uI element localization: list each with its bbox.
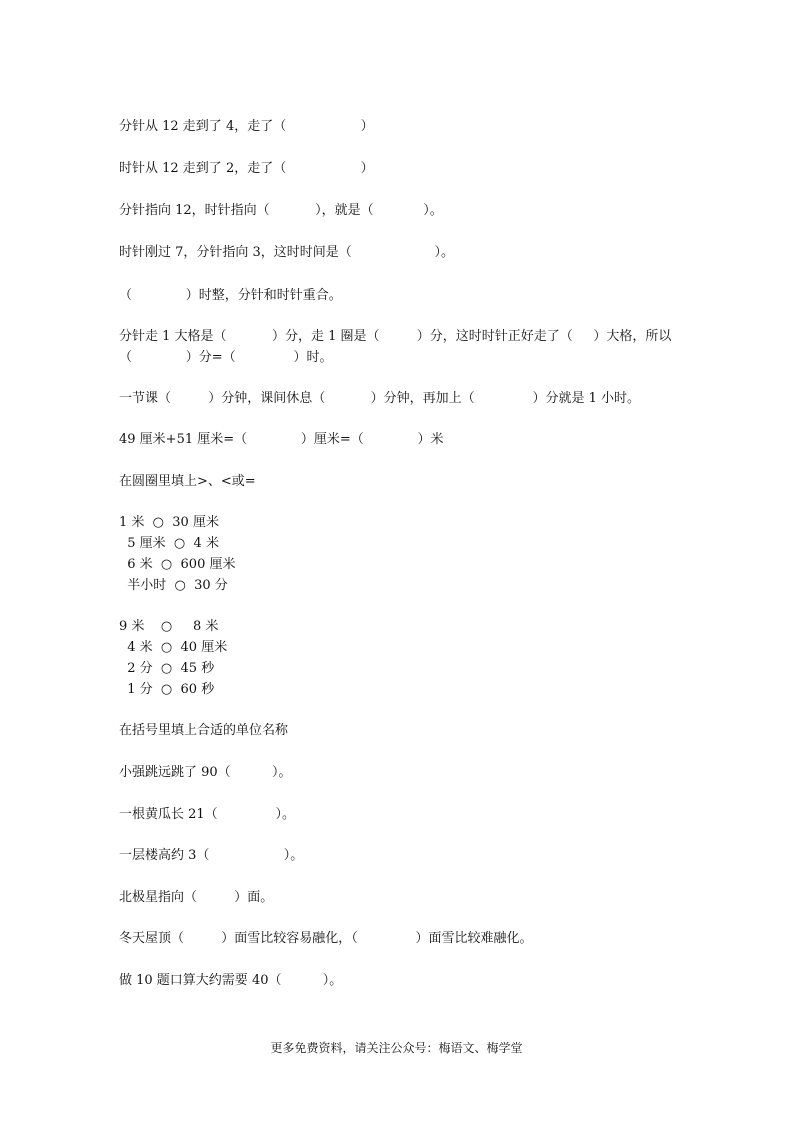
question-minute-hand-big-division: 分针走 1 大格是（ ）分，走 1 圈是（ ）分，这时时针正好走了（ ）大格，所以 (119, 329, 672, 344)
question-centimeter-sum: 49 厘米+51 厘米=（ ）厘米=（ ）米 (119, 432, 444, 447)
footer-note: 更多免费资料，请关注公众号：梅语文、梅学堂 (270, 1041, 523, 1055)
compare-item: 9 米 ○ 8 米 (119, 619, 219, 634)
question-north-star: 北极星指向（ ）面。 (119, 890, 274, 905)
question-mental-math-time: 做 10 题口算大约需要 40（ ）。 (119, 973, 343, 988)
question-long-jump: 小强跳远跳了 90（ ）。 (119, 765, 292, 780)
question-minute-hand-12-to-4: 分针从 12 走到了 4，走了（ ） (119, 119, 374, 134)
compare-item: 2 分 ○ 45 秒 (119, 661, 215, 676)
compare-item: 1 米 ○ 30 厘米 (119, 515, 219, 530)
question-cucumber-length: 一根黄瓜长 21（ ）。 (119, 807, 296, 822)
question-hour-hand-12-to-2: 时针从 12 走到了 2，走了（ ） (119, 161, 374, 176)
question-hour-past-7: 时针刚过 7，分针指向 3，这时时间是（ ）。 (119, 245, 454, 260)
question-minute-hand-big-division-cont: （ ）分=（ ）时。 (119, 350, 333, 365)
compare-item: 1 分 ○ 60 秒 (119, 682, 215, 697)
compare-instruction: 在圆圈里填上>、<或= (119, 474, 256, 489)
question-roof-snow: 冬天屋顶（ ）面雪比较容易融化，（ ）面雪比较难融化。 (119, 931, 533, 946)
compare-item: 半小时 ○ 30 分 (119, 578, 228, 593)
question-floor-height: 一层楼高约 3（ ）。 (119, 848, 304, 863)
units-instruction: 在括号里填上合适的单位名称 (119, 723, 289, 738)
question-class-period: 一节课（ ）分钟，课间休息（ ）分钟，再加上（ ）分就是 1 小时。 (119, 391, 641, 406)
compare-item: 4 米 ○ 40 厘米 (119, 640, 228, 655)
compare-item: 5 厘米 ○ 4 米 (119, 536, 219, 551)
question-hands-overlap: （ ）时整，分针和时针重合。 (119, 288, 342, 303)
compare-item: 6 米 ○ 600 厘米 (119, 557, 236, 572)
question-minute-hand-at-12: 分针指向 12，时针指向（ ），就是（ ）。 (119, 203, 443, 218)
